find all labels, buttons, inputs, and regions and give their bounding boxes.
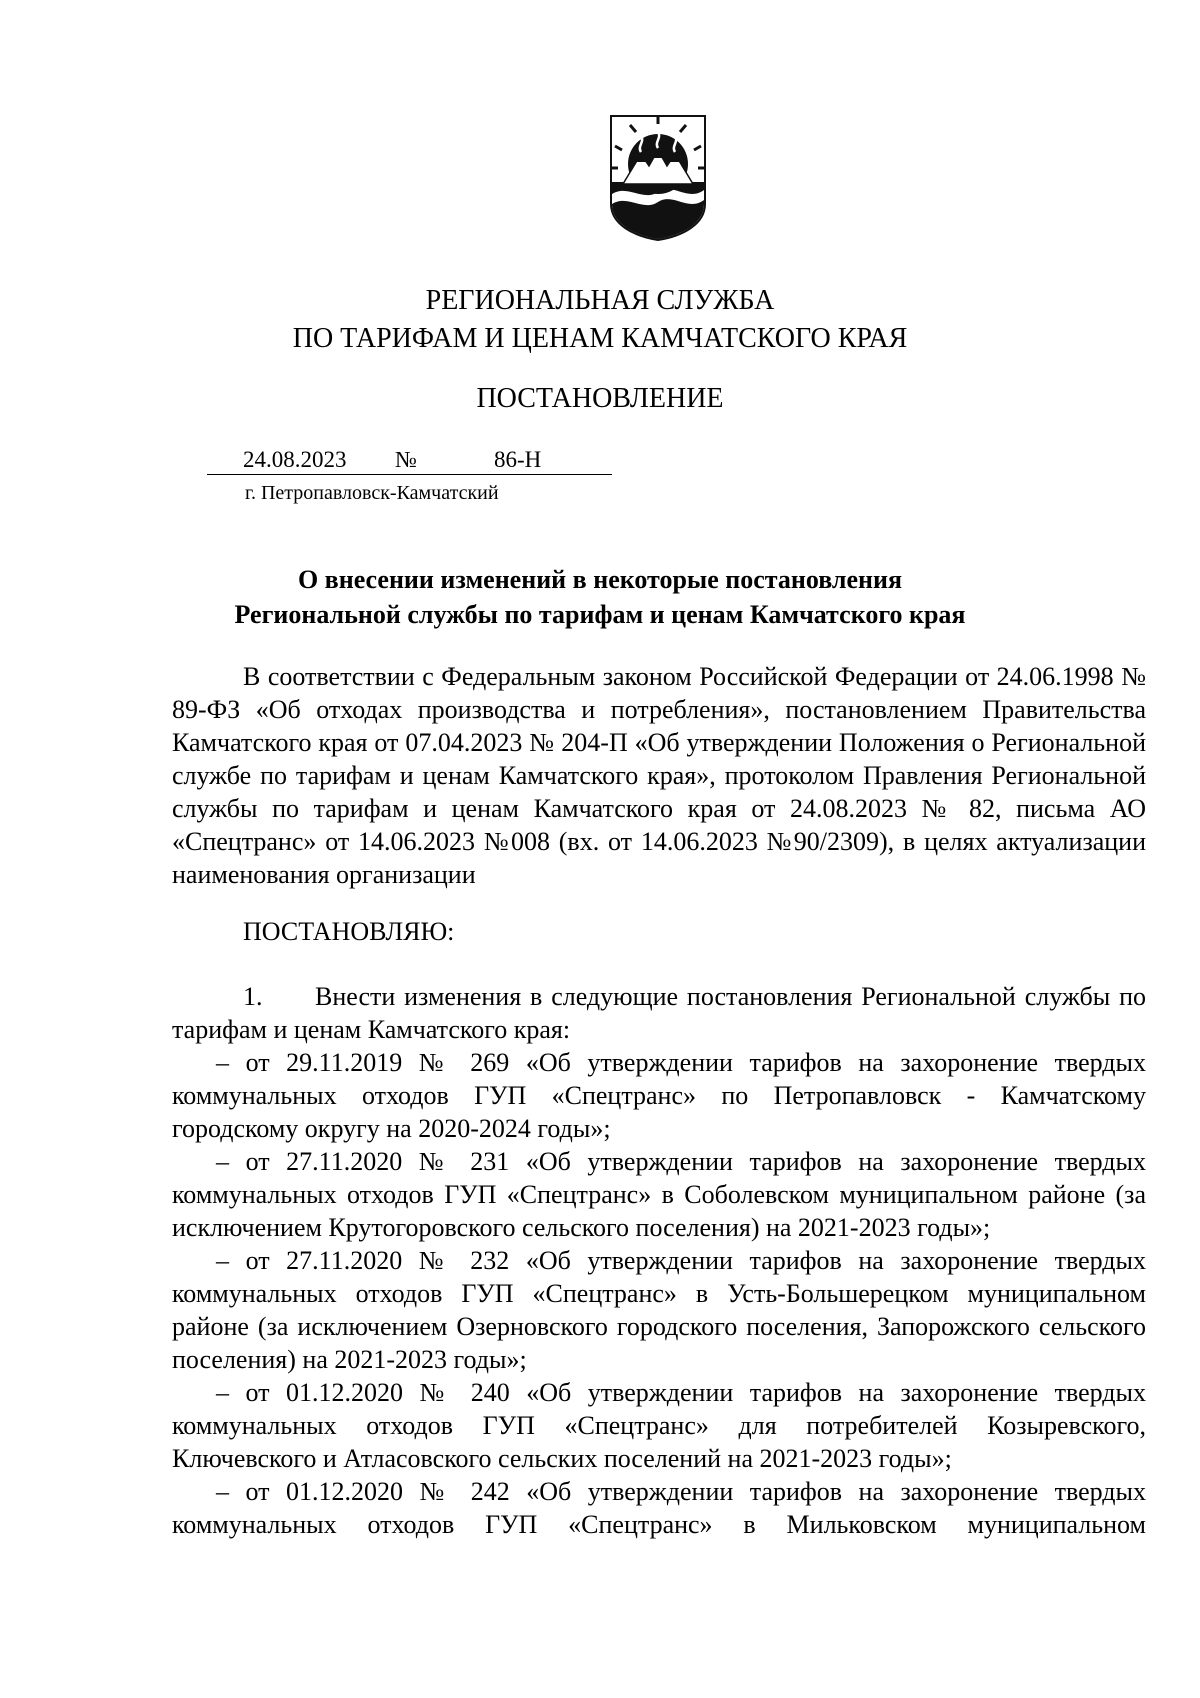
org-name-line-1: РЕГИОНАЛЬНАЯ СЛУЖБА — [425, 285, 775, 316]
title-line-1: О внесении изменений в некоторые постановления — [297, 565, 903, 594]
resolution-items — [172, 980, 1146, 1541]
list-item: – от 01.12.2020 № 240 «Об утверждении тарифов на захоронение твердых коммунальных отходов ГУП «Спецтранс» для потребителей Козыревского, Ключевского и Атласовского сельских поселений на 2021-2023 годы»; — [172, 1378, 1146, 1473]
kamchatka-coat-of-arms-emblem — [603, 112, 713, 242]
list-item: – от 27.11.2020 № 232 «Об утверждении тарифов на захоронение твердых коммунальных отходов ГУП «Спецтранс» в Усть-Большерецком муниципальном районе (за исключением Озерновского городского поселения, Запорожского сельского поселения) на 2021-2023 годы»; — [172, 1246, 1146, 1374]
title-line-2: Региональной службы по тарифам и ценам Камчатского края — [234, 600, 966, 629]
document-title — [0, 562, 1200, 632]
number-sign: № — [395, 447, 417, 472]
list-item: – от 01.12.2020 № 242 «Об утверждении тарифов на захоронение твердых коммунальных отходов ГУП «Спецтранс» в Мильковском муниципальном — [172, 1477, 1146, 1539]
preamble-block — [172, 660, 1146, 891]
document-type-heading: ПОСТАНОВЛЕНИЕ — [476, 383, 724, 414]
document-number: 86-Н — [494, 447, 542, 472]
item-1-number: 1. — [243, 982, 263, 1011]
list-item: – от 29.11.2019 № 269 «Об утверждении тарифов на захоронение твердых коммунальных отходов ГУП «Спецтранс» по Петропавловск - Камчатскому городскому округу на 2020-2024 годы»; — [172, 1048, 1146, 1143]
item-1-paragraph — [172, 980, 1146, 1046]
city-name: г. Петропавловск-Камчатский — [245, 482, 499, 504]
item-1-text: Внести изменения в следующие постановления Региональной службы по тарифам и ценам Камчатского края: — [172, 982, 1146, 1044]
resolve-heading: ПОСТАНОВЛЯЮ: — [243, 917, 455, 946]
list-item: – от 27.11.2020 № 231 «Об утверждении тарифов на захоронение твердых коммунальных отходов ГУП «Спецтранс» в Соболевском муниципальном районе (за исключением Крутогоровского сельского поселения) на 2021-2023 годы»; — [172, 1147, 1146, 1242]
organization-name — [0, 282, 1200, 358]
preamble-paragraph: В соответствии с Федеральным законом Российской Федерации от 24.06.1998 № 89-ФЗ «Об отходах производства и потребления», постановлением Правительства Камчатского края от 07.04.2023 № 204-П «Об утверждении Положения о Региональной службе по тарифам и ценам Камчатского края», протоколом Правления Региональной службы по тарифам и ценам Камчатского края от 24.08.2023 № 82, письма АО «Спецтранс» от 14.06.2023 №008 (вх. от 14.06.2023 №90/2309), в целях актуализации наименования организации — [172, 662, 1146, 889]
document-date: 24.08.2023 — [243, 447, 347, 472]
date-number-line — [207, 445, 612, 475]
org-name-line-2: ПО ТАРИФАМ И ЦЕНАМ КАМЧАТСКОГО КРАЯ — [292, 323, 908, 354]
